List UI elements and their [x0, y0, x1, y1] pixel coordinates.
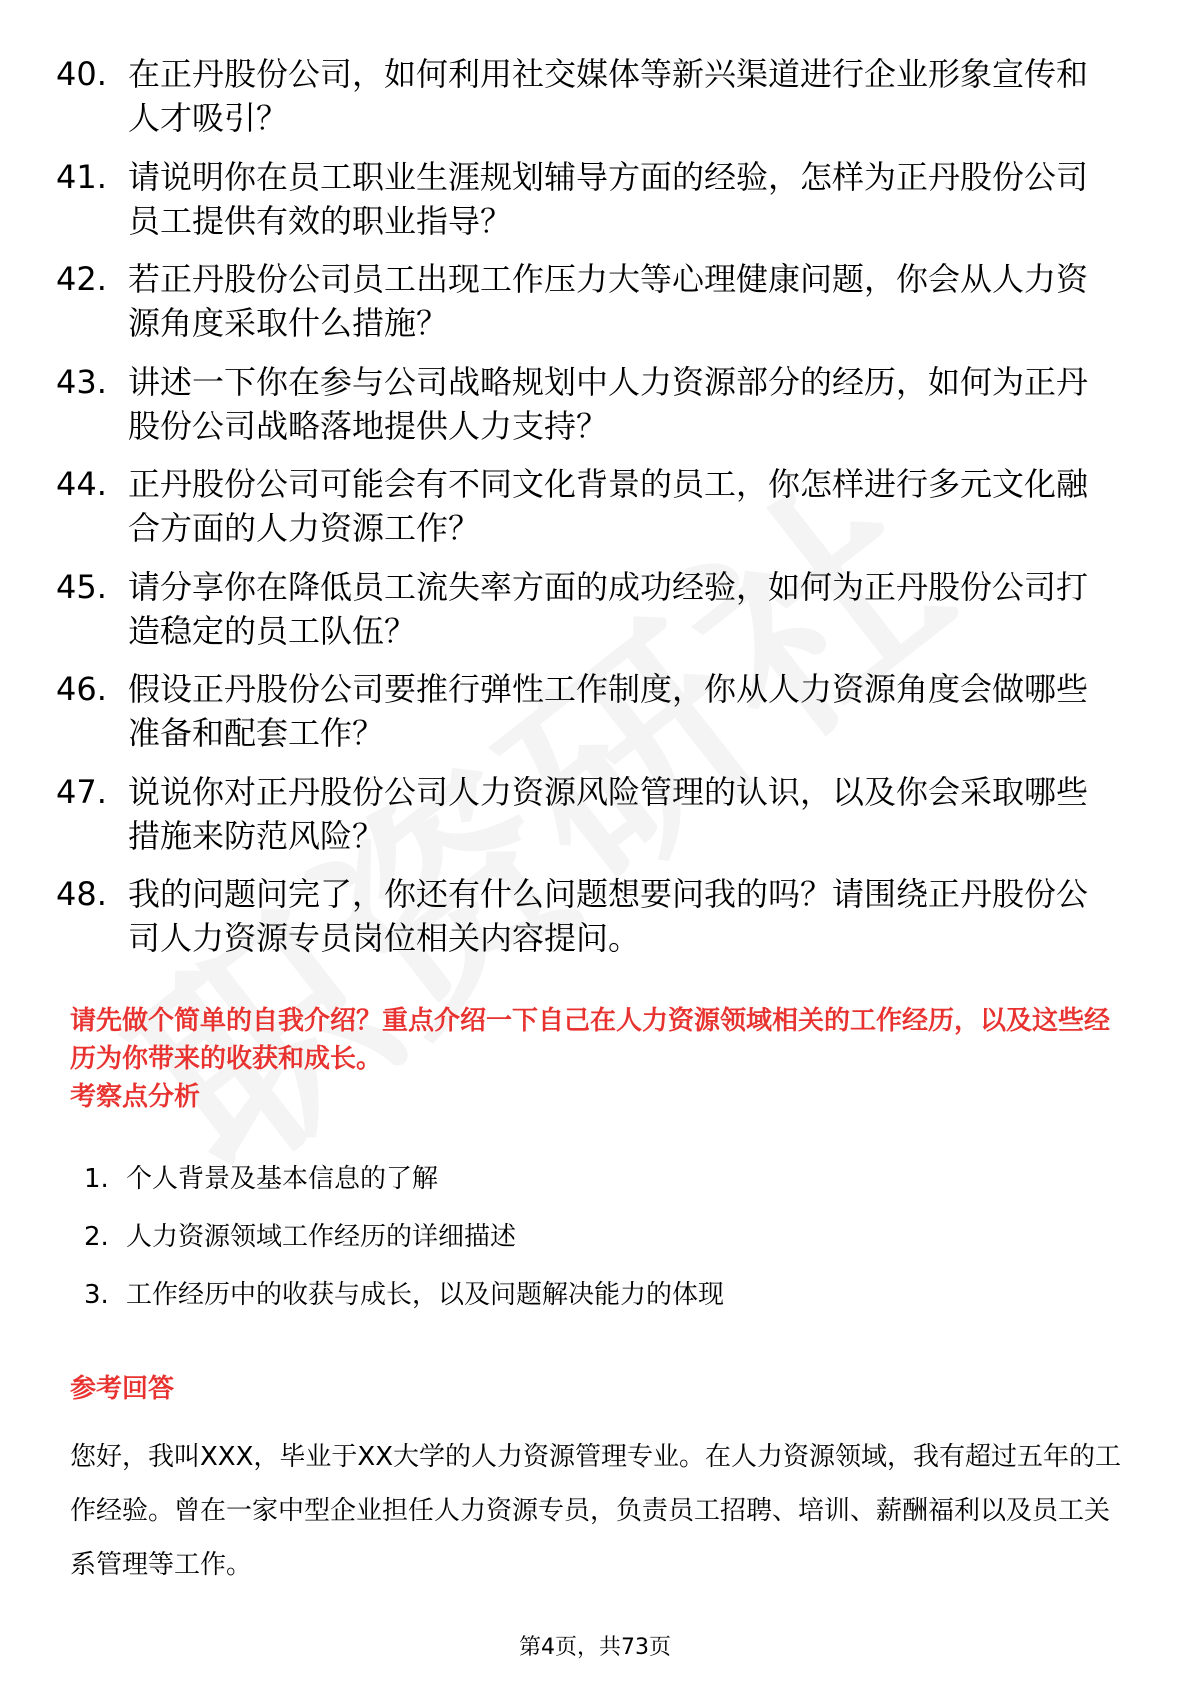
reference-heading: 参考回答	[70, 1374, 175, 1404]
question-number: 46.	[56, 670, 107, 708]
analysis-point	[84, 1220, 1084, 1254]
point-number: 3.	[84, 1280, 109, 1310]
question-item	[56, 52, 1136, 140]
question-number: 44.	[56, 465, 107, 503]
question-item	[56, 770, 1136, 858]
analysis-points	[84, 1162, 1084, 1336]
question-item	[56, 155, 1136, 243]
point-text: 个人背景及基本信息的了解	[126, 1164, 439, 1194]
question-text: 若正丹股份公司员工出现工作压力大等心理健康问题，你会从人力资源角度采取什么措施？	[128, 260, 1089, 342]
question-item	[56, 667, 1136, 755]
question-text: 在正丹股份公司，如何利用社交媒体等新兴渠道进行企业形象宣传和人才吸引？	[128, 55, 1089, 137]
analysis-point	[84, 1278, 1084, 1312]
question-text: 假设正丹股份公司要推行弹性工作制度，你从人力资源角度会做哪些准备和配套工作？	[128, 670, 1089, 752]
question-number: 45.	[56, 567, 107, 606]
question-number: 40.	[56, 55, 107, 93]
question-text: 正丹股份公司可能会有不同文化背景的员工，你怎样进行多元文化融合方面的人力资源工作？	[128, 465, 1089, 547]
question-text: 我的问题问完了，你还有什么问题想要问我的吗？请围绕正丹股份公司人力资源专员岗位相关内容提问。	[128, 875, 1089, 957]
page-footer: 第4页，共73页	[519, 1635, 671, 1660]
analysis-point	[84, 1162, 1084, 1196]
question-text: 请说明你在员工职业生涯规划辅导方面的经验，怎样为正丹股份公司员工提供有效的职业指导？	[128, 157, 1089, 240]
question-number: 48.	[56, 875, 107, 913]
analysis-heading: 考察点分析	[70, 1082, 201, 1112]
question-item	[56, 462, 1136, 550]
point-text: 人力资源领域工作经历的详细描述	[126, 1222, 517, 1252]
featured-question: 请先做个简单的自我介绍？重点介绍一下自己在人力资源领域相关的工作经历，以及这些经历为你带来的收获和成长。	[70, 1006, 1111, 1074]
question-item	[56, 872, 1136, 960]
question-number: 42.	[56, 260, 107, 298]
question-text: 说说你对正丹股份公司人力资源风险管理的认识，以及你会采取哪些措施来防范风险？	[128, 772, 1089, 855]
point-number: 1.	[84, 1164, 109, 1194]
question-text: 讲述一下你在参与公司战略规划中人力资源部分的经历，如何为正丹股份公司战略落地提供人力支持？	[128, 362, 1089, 445]
question-item	[56, 360, 1136, 448]
question-number: 41.	[56, 157, 107, 196]
question-item	[56, 565, 1136, 653]
point-text: 工作经历中的收获与成长，以及问题解决能力的体现	[126, 1280, 725, 1310]
question-text: 请分享你在降低员工流失率方面的成功经验，如何为正丹股份公司打造稳定的员工队伍？	[128, 567, 1089, 650]
point-number: 2.	[84, 1222, 109, 1252]
question-number: 43.	[56, 362, 107, 401]
question-list	[56, 52, 1136, 975]
reference-answer: 您好，我叫XXX，毕业于XX大学的人力资源管理专业。在人力资源领域，我有超过五年的工作经验。曾在一家中型企业担任人力资源专员，负责员工招聘、培训、薪酬福利以及员工关系管理等工作。	[70, 1442, 1122, 1580]
question-number: 47.	[56, 772, 107, 811]
question-item	[56, 257, 1136, 345]
